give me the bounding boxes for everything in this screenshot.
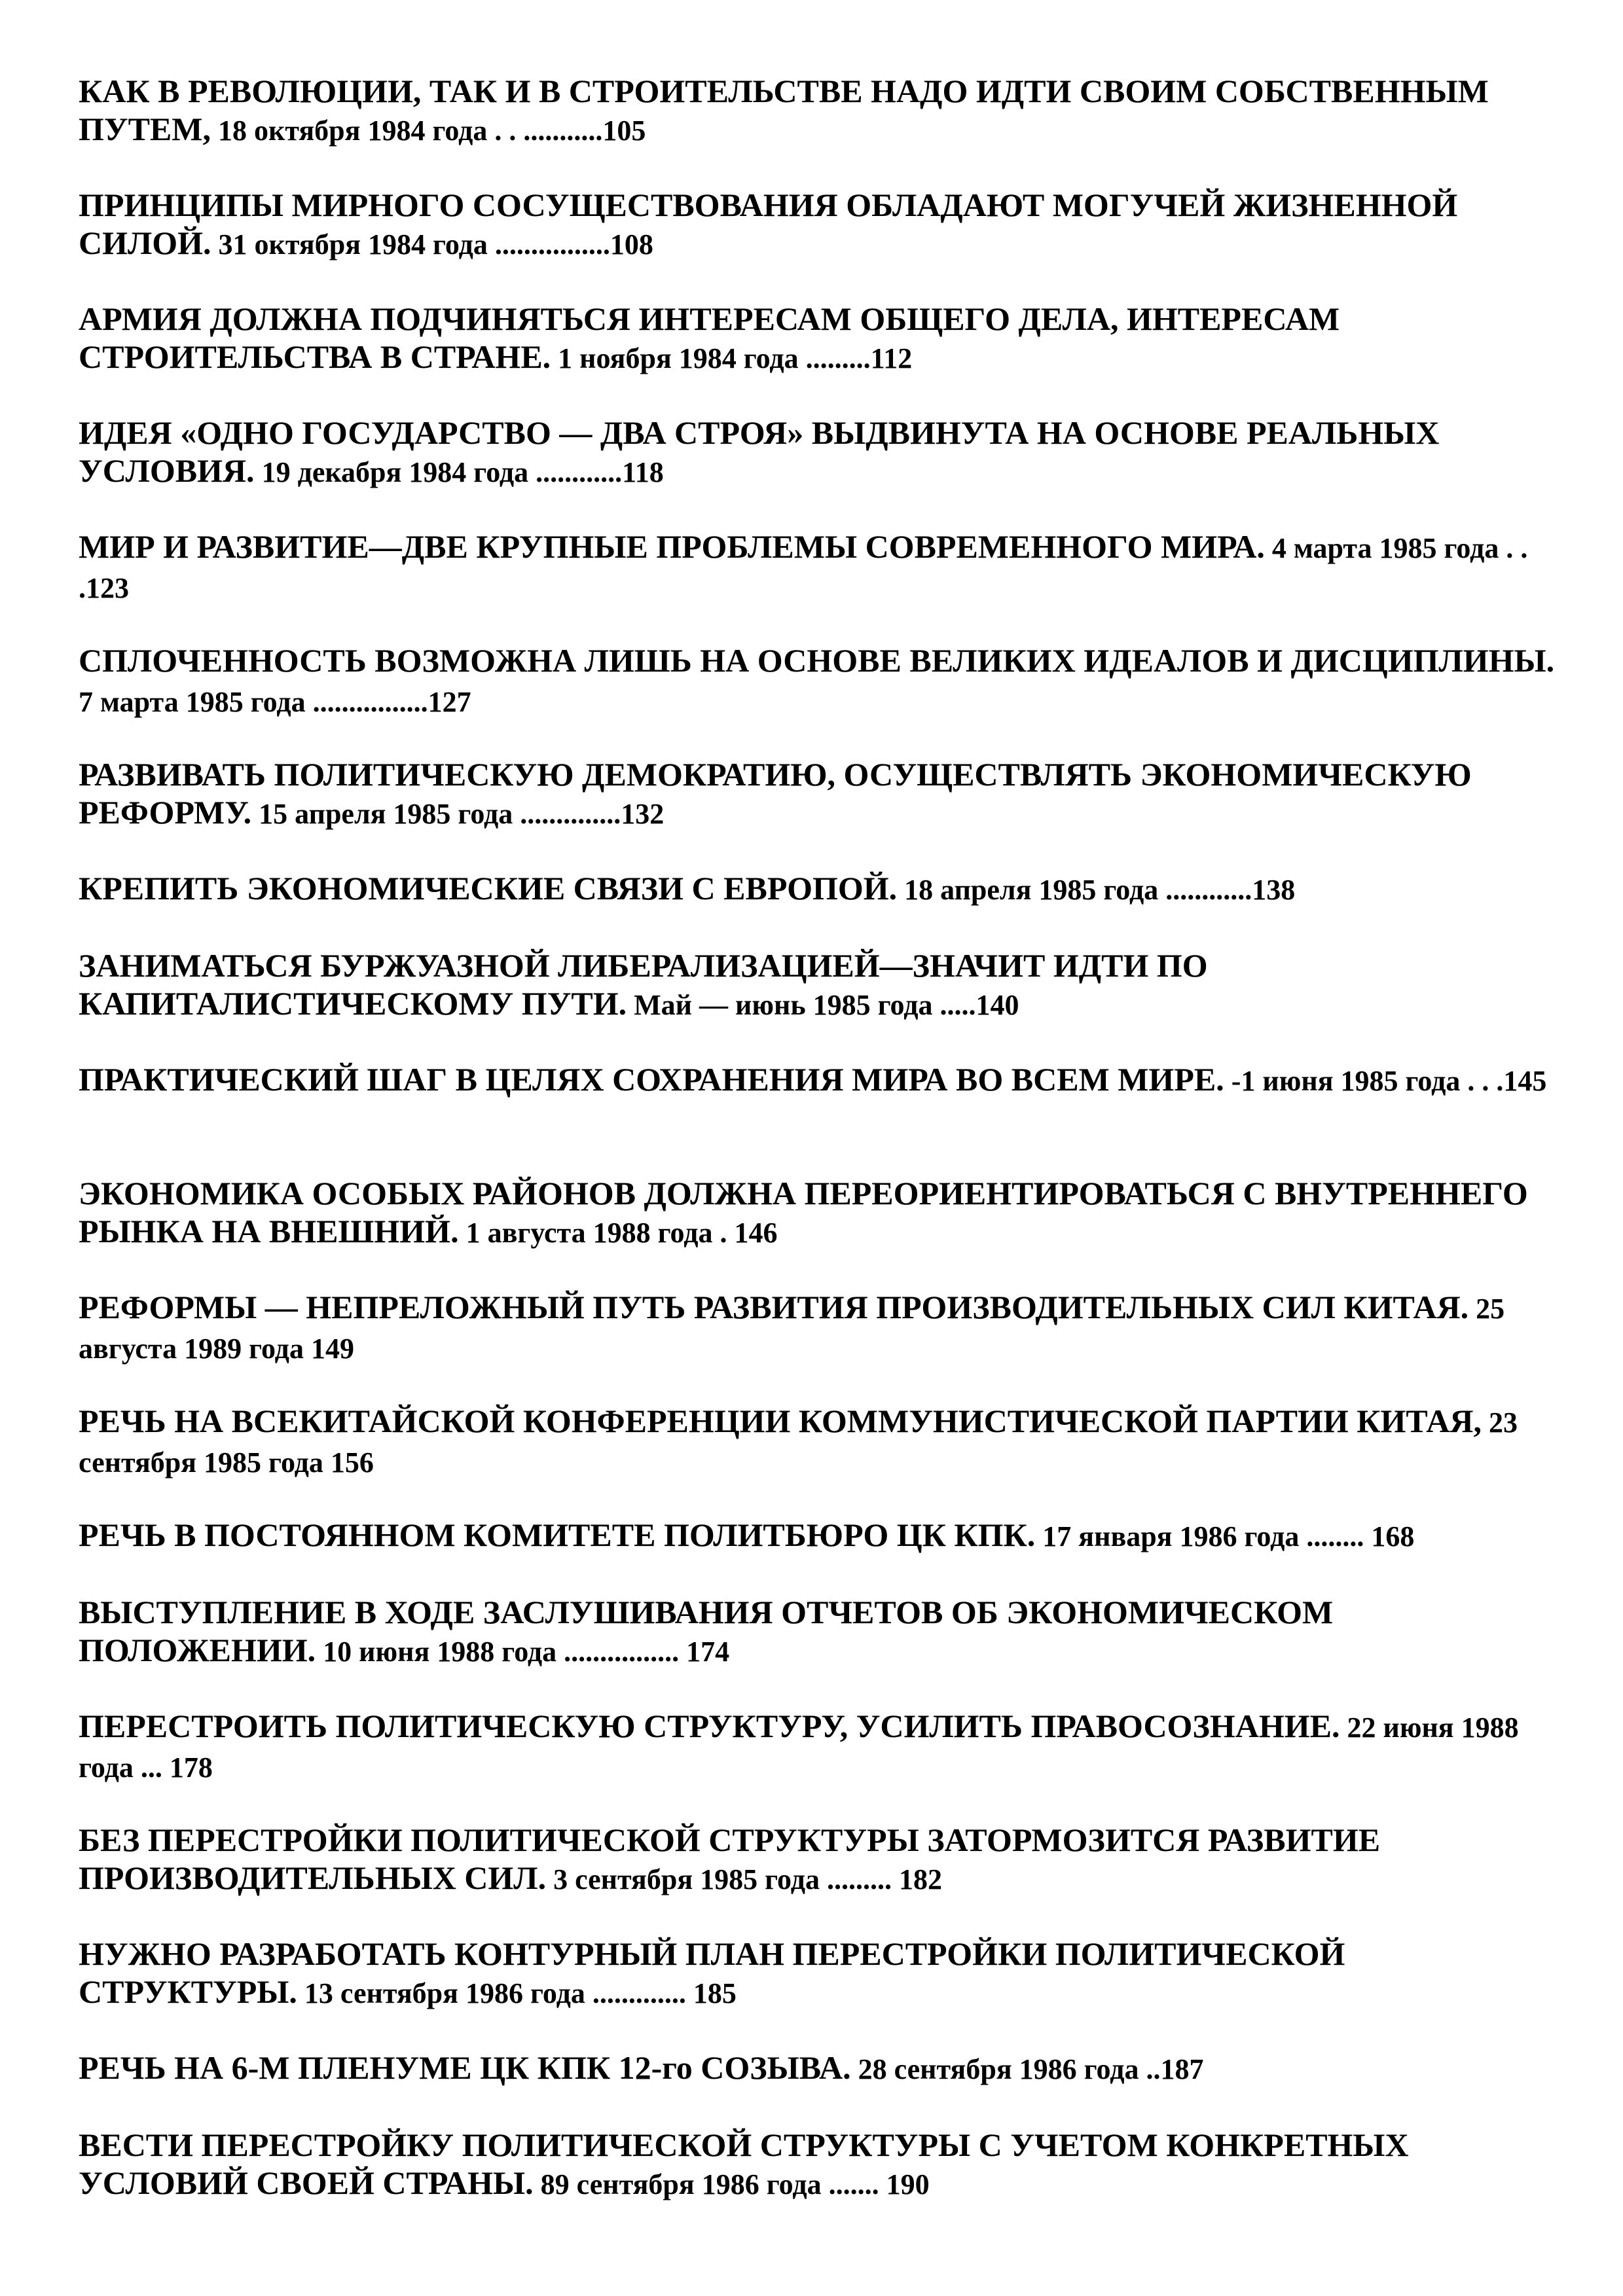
toc-entry-date-page: 18 октября 1984 года . . ...........105 xyxy=(210,115,646,147)
toc-entry-date-page: 31 октября 1984 года ................108 xyxy=(211,228,653,260)
toc-entry-date-page: 15 апреля 1985 года ..............132 xyxy=(251,798,665,830)
toc-entry xyxy=(79,1516,1558,1556)
toc-entry xyxy=(79,1060,1558,1100)
toc-entry-title: РЕЧЬ В ПОСТОЯННОМ КОМИТЕТЕ ПОЛИТБЮРО ЦК КПК. xyxy=(79,1516,1036,1553)
toc-entry xyxy=(79,72,1558,150)
toc-entry-title: КАК В РЕВОЛЮЦИИ, ТАК И В СТРОИТЕЛЬСТВЕ НАДО ИДТИ СВОИМ СОБСТВЕННЫМ ПУТЕМ, xyxy=(79,73,1489,147)
toc-entry xyxy=(79,186,1558,264)
toc-entry xyxy=(79,1821,1558,1899)
toc-entry-title: НУЖНО РАЗРАБОТАТЬ КОНТУРНЫЙ ПЛАН ПЕРЕСТРОЙКИ ПОЛИТИЧЕСКОЙ СТРУКТУРЫ. xyxy=(79,1935,1345,2010)
toc-entry-date-page: 1 августа 1988 года . 146 xyxy=(458,1217,778,1249)
toc-entry-title: РЕФОРМЫ — НЕПРЕЛОЖНЫЙ ПУТЬ РАЗВИТИЯ ПРОИЗВОДИТЕЛЬНЫХ СИЛ КИТАЯ. xyxy=(79,1289,1469,1325)
toc-entry-title: ЭКОНОМИКА ОСОБЫХ РАЙОНОВ ДОЛЖНА ПЕРЕОРИЕНТИРОВАТЬСЯ С ВНУТРЕННЕГО РЫНКА НА ВНЕШНИЙ. xyxy=(79,1175,1528,1249)
toc-entry-date-page: 25 августа 1989 года 149 xyxy=(79,1293,1505,1365)
toc-entry xyxy=(79,2126,1558,2204)
toc-entry-date-page: -1 июня 1985 года . . .145 xyxy=(1224,1065,1547,1097)
toc-entry-date-page: 7 марта 1985 года ................127 xyxy=(79,686,471,718)
toc-entry-date-page: 13 сентября 1986 года ............. 185 xyxy=(297,1977,737,2009)
toc-entry-title: МИР И РАЗВИТИЕ—ДВЕ КРУПНЫЕ ПРОБЛЕМЫ СОВРЕМЕННОГО МИРА. xyxy=(79,528,1265,565)
toc-entry-title: ВЫСТУПЛЕНИЕ В ХОДЕ ЗАСЛУШИВАНИЯ ОТЧЕТОВ ОБ ЭКОНОМИЧЕСКОМ ПОЛОЖЕНИИ. xyxy=(79,1594,1334,1668)
toc-entry-title: РЕЧЬ НА 6-М ПЛЕНУМЕ ЦК КПК 12-го СОЗЫВА. xyxy=(79,2049,851,2086)
toc-entry-date-page: 18 апреля 1985 года ............138 xyxy=(897,874,1296,906)
toc-entry xyxy=(79,1707,1558,1787)
toc-entry xyxy=(79,869,1558,909)
toc-entry xyxy=(79,1402,1558,1482)
toc-entry xyxy=(79,2049,1558,2089)
toc-entry xyxy=(79,528,1558,607)
toc-entry-title: БЕЗ ПЕРЕСТРОЙКИ ПОЛИТИЧЕСКОЙ СТРУКТУРЫ ЗАТОРМОЗИТСЯ РАЗВИТИЕ ПРОИЗВОДИТЕЛЬНЫХ СИЛ. xyxy=(79,1821,1381,1896)
toc-entry xyxy=(79,1935,1558,2013)
toc-entry-title: ПРАКТИЧЕСКИЙ ШАГ В ЦЕЛЯХ СОХРАНЕНИЯ МИРА ВО ВСЕМ МИРЕ. xyxy=(79,1061,1224,1098)
toc-entry-title: СПЛОЧЕННОСТЬ ВОЗМОЖНА ЛИШЬ НА ОСНОВЕ ВЕЛИКИХ ИДЕАЛОВ И ДИСЦИПЛИНЫ. xyxy=(79,642,1555,679)
toc-entry-title: ВЕСТИ ПЕРЕСТРОЙКУ ПОЛИТИЧЕСКОЙ СТРУКТУРЫ С УЧЕТОМ КОНКРЕТНЫХ УСЛОВИЙ СВОЕЙ СТРАНЫ. xyxy=(79,2126,1409,2201)
toc-entry xyxy=(79,1174,1558,1252)
toc-entry-date-page: 4 марта 1985 года . . .123 xyxy=(79,532,1528,604)
toc-entry-date-page: 10 июня 1988 года ................ 174 xyxy=(316,1636,730,1668)
toc-entry xyxy=(79,414,1558,492)
toc-entry-date-page: 19 декабря 1984 года ............118 xyxy=(254,456,664,488)
toc-entry-title: РАЗВИВАТЬ ПОЛИТИЧЕСКУЮ ДЕМОКРАТИЮ, ОСУЩЕСТВЛЯТЬ ЭКОНОМИЧЕСКУЮ РЕФОРМУ. xyxy=(79,756,1472,831)
toc-entry-title: ЗАНИМАТЬСЯ БУРЖУАЗНОЙ ЛИБЕРАЛИЗАЦИЕЙ—ЗНАЧИТ ИДТИ ПО КАПИТАЛИСТИЧЕСКОМУ ПУТИ. xyxy=(79,947,1208,1022)
toc-entry-title: АРМИЯ ДОЛЖНА ПОДЧИНЯТЬСЯ ИНТЕРЕСАМ ОБЩЕГО ДЕЛА, ИНТЕРЕСАМ СТРОИТЕЛЬСТВА В СТРАНЕ. xyxy=(79,300,1340,375)
toc-entry xyxy=(79,1288,1558,1368)
toc-entry xyxy=(79,946,1558,1024)
toc-entry-title: ИДЕЯ «ОДНО ГОСУДАРСТВО — ДВА СТРОЯ» ВЫДВИНУТА НА ОСНОВЕ РЕАЛЬНЫХ УСЛОВИЯ. xyxy=(79,414,1440,489)
toc-entry-title: ПРИНЦИПЫ МИРНОГО СОСУЩЕСТВОВАНИЯ ОБЛАДАЮТ МОГУЧЕЙ ЖИЗНЕННОЙ СИЛОЙ. xyxy=(79,187,1458,261)
toc-entry-title: ПЕРЕСТРОИТЬ ПОЛИТИЧЕСКУЮ СТРУКТУРУ, УСИЛИТЬ ПРАВОСОЗНАНИЕ. xyxy=(79,1708,1340,1744)
toc-entry-date-page: 23 сентября 1985 года 156 xyxy=(79,1407,1518,1479)
toc-entry xyxy=(79,1593,1558,1671)
toc-entry-date-page: 3 сентября 1985 года ......... 182 xyxy=(546,1863,942,1895)
toc-entry-date-page: 17 января 1986 года ........ 168 xyxy=(1035,1520,1415,1552)
toc-entry-title: РЕЧЬ НА ВСЕКИТАЙСКОЙ КОНФЕРЕНЦИИ КОММУНИСТИЧЕСКОЙ ПАРТИИ КИТАЯ, xyxy=(79,1403,1482,1439)
toc-entry xyxy=(79,755,1558,833)
toc-entry-date-page: Май — июнь 1985 года .....140 xyxy=(627,989,1019,1021)
toc-entry-date-page: 1 ноября 1984 года .........112 xyxy=(551,342,913,374)
toc-entry xyxy=(79,300,1558,378)
toc-entry-date-page: 89 сентября 1986 года ....... 190 xyxy=(533,2168,930,2200)
toc-entry xyxy=(79,641,1558,721)
toc-entry-date-page: 22 июня 1988 года ... 178 xyxy=(79,1712,1519,1784)
toc-entry-title: КРЕПИТЬ ЭКОНОМИЧЕСКИЕ СВЯЗИ С ЕВРОПОЙ. xyxy=(79,870,898,906)
toc-entry-date-page: 28 сентября 1986 года ..187 xyxy=(850,2053,1204,2085)
